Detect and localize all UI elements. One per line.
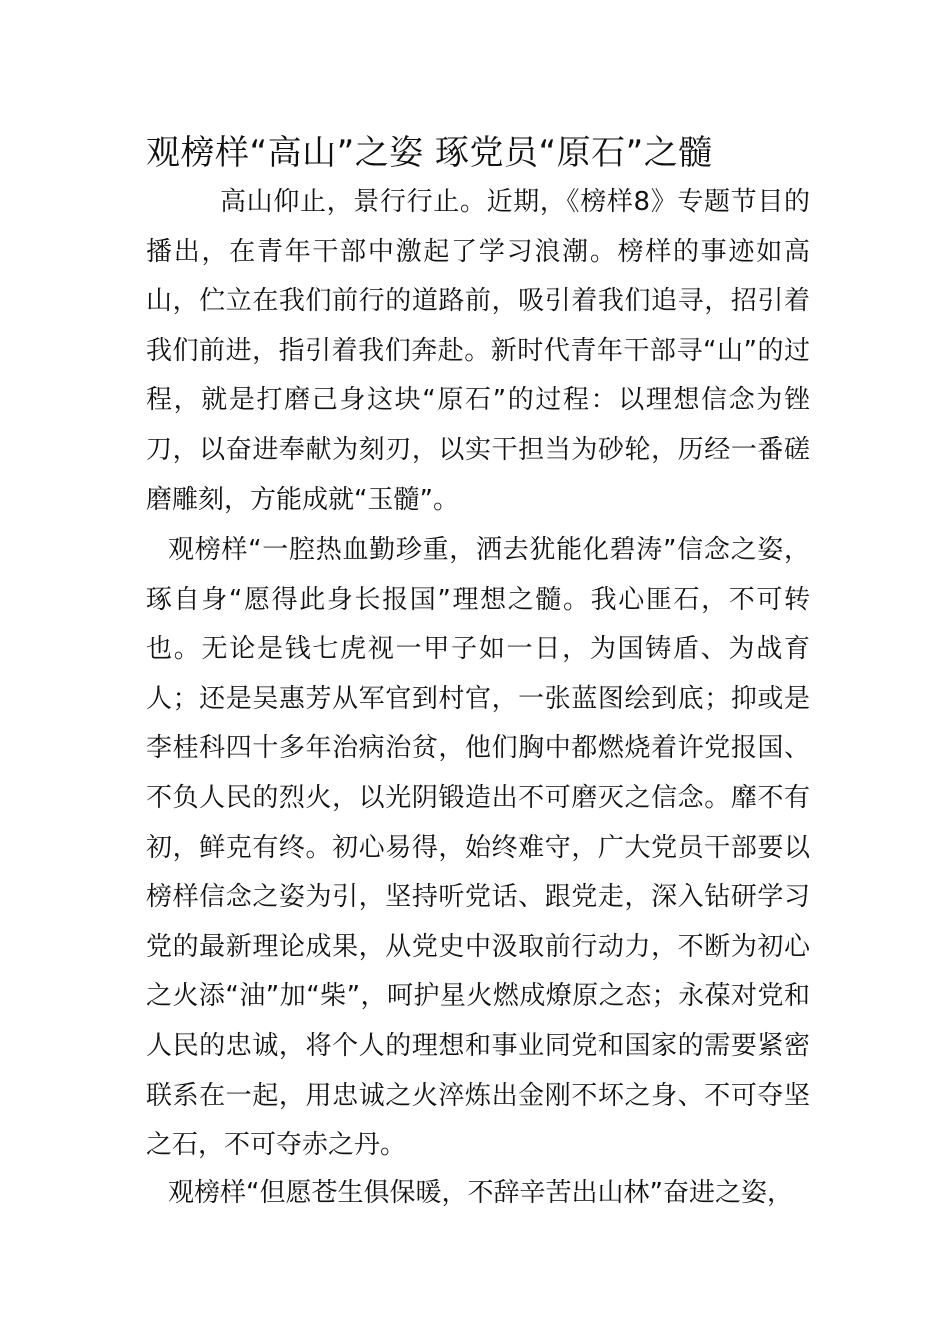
paragraph-3: 观榜样“但愿苍生俱保暖，不辞辛苦出山林”奋进之姿， bbox=[168, 1178, 793, 1208]
paragraph-1: 高山仰止，景行行止。近期，《榜样8》专题节目的播出，在青年干部中激起了学习浪潮。榜样的事迹如高山，伫立在我们前行的道路前，吸引着我们追寻，招引着我们前进，指引着我们奔赴。新时代青年干部寻“山”的过程，就是打磨己身这块“原石”的过程：以理想信念为锉刀，以奋进奉献为刻刃，以实干担当为砂轮，历经一番磋磨雕刻，方能成就“玉髓”。 bbox=[146, 187, 810, 515]
document-title: 观榜样“高山”之姿 琢党员“原石”之髓 bbox=[146, 133, 713, 173]
paragraph-2: 观榜样“一腔热血勤珍重，洒去犹能化碧涛”信念之姿，琢自身“愿得此身长报国”理想之髓。我心匪石，不可转也。无论是钱七虎视一甲子如一日，为国铸盾、为战育人；还是吴惠芳从军官到村官，一张蓝图绘到底；抑或是李桂科四十多年治病治贫，他们胸中都燃烧着许党报国、不负人民的烈火，以光阴锻造出不可磨灭之信念。靡不有初，鲜克有终。初心易得，始终难守，广大党员干部要以榜样信念之姿为引，坚持听党话、跟党走，深入钻研学习党的最新理论成果，从党史中汲取前行动力，不断为初心之火添“油”加“柴”，呵护星火燃成燎原之态；永葆对党和人民的忠诚，将个人的理想和事业同党和国家的需要紧密联系在一起，用忠诚之火淬炼出金刚不坏之身、不可夺坚之石，不可夺赤之丹。 bbox=[146, 535, 810, 1161]
